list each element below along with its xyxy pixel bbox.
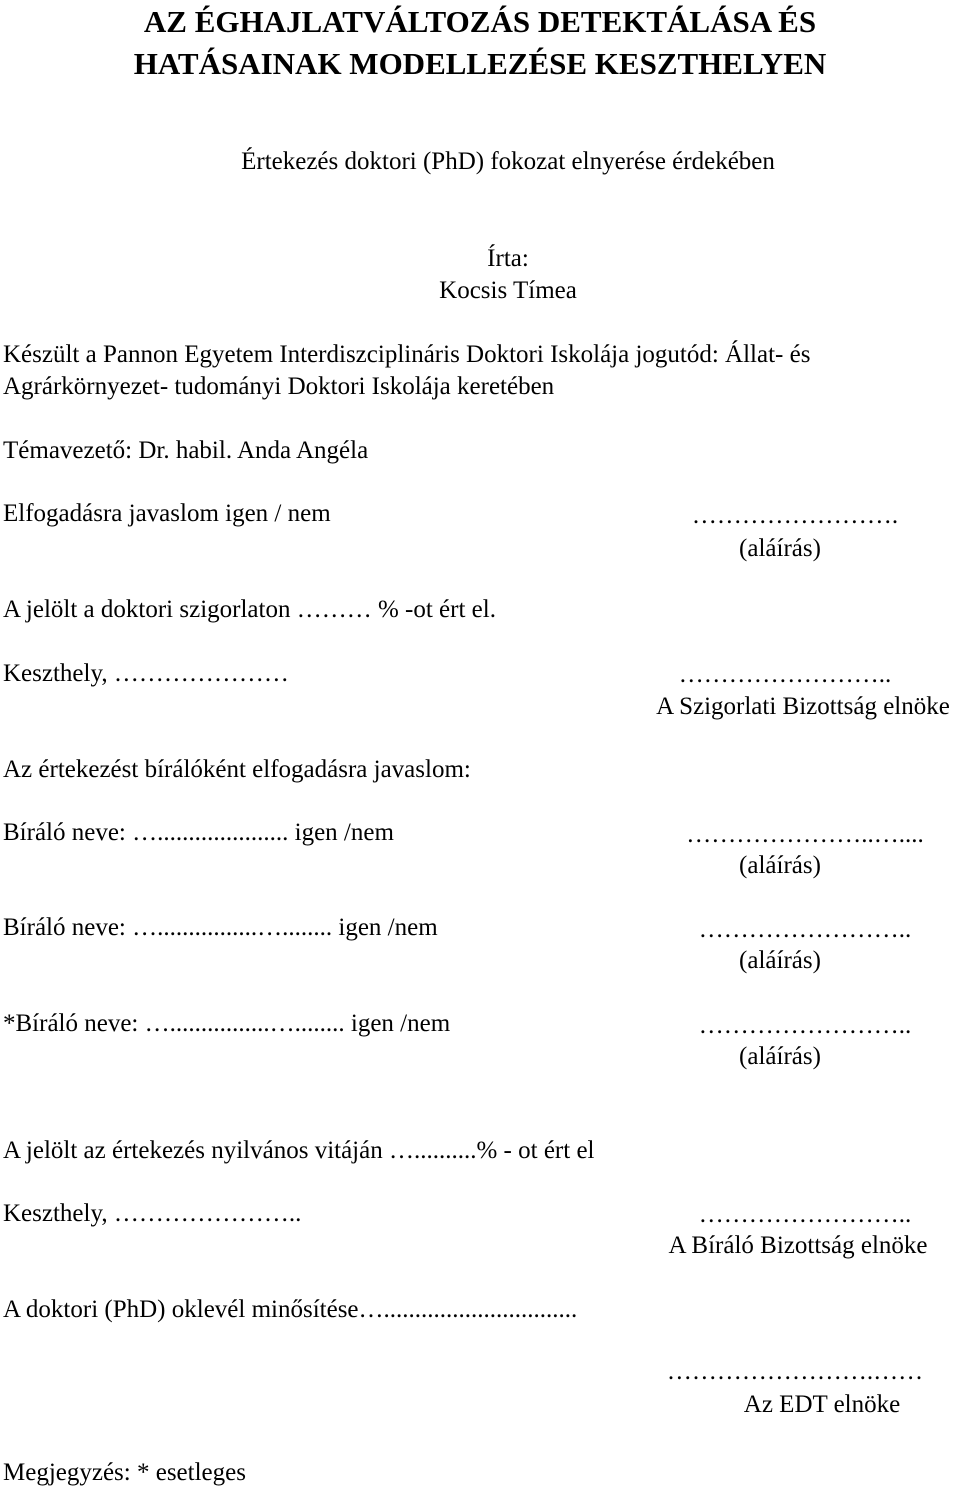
proposal-text: Elfogadásra javaslom igen / nem [3, 500, 331, 527]
reviewer-3-signature-line: …………………….. [698, 1012, 912, 1039]
proposal-signature-label: (aláírás) [739, 535, 821, 562]
reviewers-heading: Az értekezést bírálóként elfogadásra javaslom: [3, 756, 471, 783]
edt-signature-line: …………………….…… [666, 1358, 924, 1385]
reviewer-1-signature-label: (aláírás) [739, 852, 821, 879]
footnote: Megjegyzés: * esetleges [3, 1459, 246, 1486]
defense-result-text: A jelölt az értekezés nyilvános vitáján …..........% - ot ért el [3, 1137, 595, 1164]
school-line-2: Agrárkörnyezet- tudományi Doktori Iskolája keretében [3, 373, 555, 400]
reviewer-3-name: *Bíráló neve: …................…........ igen /nem [3, 1010, 451, 1037]
exam-signature-line: …………………….. [678, 661, 892, 688]
defense-signature-line: …………………….. [698, 1201, 912, 1228]
exam-result-text: A jelölt a doktori szigorlaton ……… % -ot ért el. [3, 596, 496, 623]
author-name: Kocsis Tímea [439, 277, 577, 304]
reviewer-1-name: Bíráló neve: …..................... igen /nem [3, 819, 394, 846]
reviewer-2-signature-line: …………………….. [698, 916, 912, 943]
exam-committee-chair: A Szigorlati Bizottság elnöke [656, 693, 950, 720]
defense-place-date: Keszthely, ………………….. [3, 1200, 302, 1227]
school-line-1: Készült a Pannon Egyetem Interdiszciplináris Doktori Iskolája jogutód: Állat- és [3, 341, 811, 368]
reviewer-3-signature-label: (aláírás) [739, 1043, 821, 1070]
edt-chair: Az EDT elnöke [743, 1391, 901, 1418]
document-title-line-2: HATÁSAINAK MODELLEZÉSE KESZTHELYEN [133, 46, 827, 81]
reviewer-2-name: Bíráló neve: …................…........ igen /nem [3, 914, 438, 941]
reviewer-1-signature-line: …………………..….... [686, 821, 924, 848]
supervisor: Témavezető: Dr. habil. Anda Angéla [3, 437, 369, 464]
author-label: Írta: [487, 245, 529, 272]
exam-place-date: Keszthely, ………………… [3, 660, 289, 687]
reviewer-2-signature-label: (aláírás) [739, 947, 821, 974]
document-title-line-1: AZ ÉGHAJLATVÁLTOZÁS DETEKTÁLÁSA ÉS [143, 4, 817, 39]
proposal-signature-line: ……………………. [691, 502, 899, 529]
subtitle: Értekezés doktori (PhD) fokozat elnyerése érdekében [241, 148, 775, 175]
defense-committee-chair: A Bíráló Bizottság elnöke [668, 1232, 928, 1259]
diploma-qualification-text: A doktori (PhD) oklevél minősítése…............................... [3, 1296, 578, 1323]
